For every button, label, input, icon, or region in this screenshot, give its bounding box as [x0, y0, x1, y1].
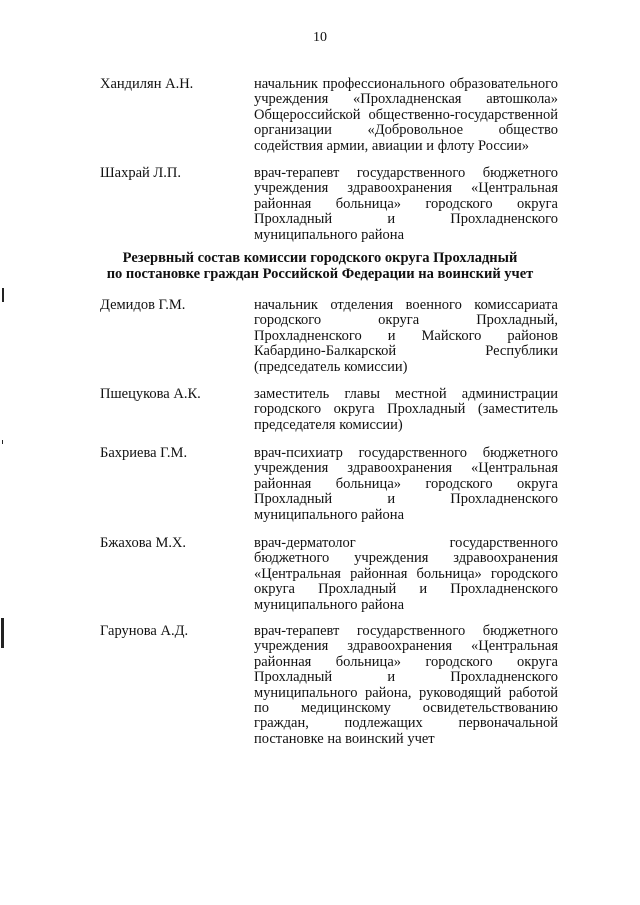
- member-position: [254, 624, 558, 747]
- position-line: председателя комиссии): [254, 416, 403, 433]
- position-line: муниципального района, руководящий работой: [254, 684, 558, 701]
- position-line: муниципального района: [254, 596, 404, 613]
- position-line: граждан, подлежащих первоначальной: [254, 715, 558, 732]
- position-line: врач-психиатр государственного бюджетного: [254, 445, 558, 461]
- scan-artifact: [2, 288, 4, 302]
- position-line: городского округа Прохладный,: [254, 312, 558, 329]
- member-name: Бжахова М.Х.: [100, 535, 187, 551]
- scan-artifact: [1, 618, 4, 648]
- position-line: Прохладненского и Майского районов: [254, 327, 558, 344]
- member-name: Бахриева Г.М.: [100, 445, 188, 461]
- member-position: [254, 298, 558, 375]
- position-line: учреждения здравоохранения «Центральная: [254, 180, 558, 197]
- position-line: районная больница» городского округа: [254, 475, 558, 492]
- position-line: (председатель комиссии): [254, 358, 408, 375]
- member-name: Пшецукова А.К.: [100, 386, 201, 402]
- position-line: районная больница» городского округа: [254, 653, 558, 670]
- member-position: [254, 536, 558, 613]
- position-line: учреждения здравоохранения «Центральная: [254, 638, 558, 655]
- member-name: Хандилян А.Н.: [100, 76, 194, 92]
- position-line: городского округа Прохладный (заместитель: [254, 401, 558, 418]
- position-line: начальник отделения военного комиссариата: [254, 297, 558, 313]
- heading-line: по постановке граждан Российской Федерации на воинский учет: [106, 266, 534, 282]
- position-line: учреждения «Прохладненская автошкола»: [254, 91, 558, 108]
- member-position: [254, 446, 558, 523]
- member-position: [254, 166, 558, 243]
- member-position: [254, 387, 558, 433]
- member-name: Шахрай Л.П.: [100, 165, 181, 181]
- position-line: Прохладный и Прохладненского: [254, 211, 558, 228]
- member-position: [254, 77, 558, 154]
- member-name: Демидов Г.М.: [100, 297, 186, 313]
- position-line: содействия армии, авиации и флоту России»: [254, 137, 529, 154]
- position-line: районная больница» городского округа: [254, 195, 558, 212]
- position-line: округа Прохладный и Прохладненского: [254, 581, 558, 598]
- section-heading: [0, 250, 640, 282]
- heading-line: Резервный состав комиссии городского округа Прохладный: [122, 250, 518, 266]
- position-line: врач-терапевт государственного бюджетного: [254, 165, 558, 181]
- page-number: 10: [313, 30, 327, 45]
- position-line: муниципального района: [254, 506, 404, 523]
- position-line: врач-терапевт государственного бюджетного: [254, 623, 558, 639]
- position-line: муниципального района: [254, 226, 404, 243]
- position-line: заместитель главы местной администрации: [254, 386, 558, 402]
- position-line: начальник профессионального образовательного: [254, 76, 558, 92]
- position-line: Прохладный и Прохладненского: [254, 669, 558, 686]
- position-line: Общероссийской общественно-государственной: [254, 106, 558, 123]
- scan-artifact: [2, 440, 3, 444]
- position-line: «Центральная районная больница» городского: [254, 565, 558, 582]
- member-name: Гарунова А.Д.: [100, 623, 189, 639]
- position-line: организации «Добровольное общество: [254, 122, 558, 139]
- position-line: постановке на воинский учет: [254, 730, 435, 747]
- position-line: по медицинскому освидетельствованию: [254, 700, 558, 717]
- position-line: Кабардино-Балкарской Республики: [254, 343, 558, 360]
- position-line: врач-дерматолог государственного: [254, 535, 558, 551]
- position-line: Прохладный и Прохладненского: [254, 491, 558, 508]
- position-line: учреждения здравоохранения «Центральная: [254, 460, 558, 477]
- position-line: бюджетного учреждения здравоохранения: [254, 550, 558, 567]
